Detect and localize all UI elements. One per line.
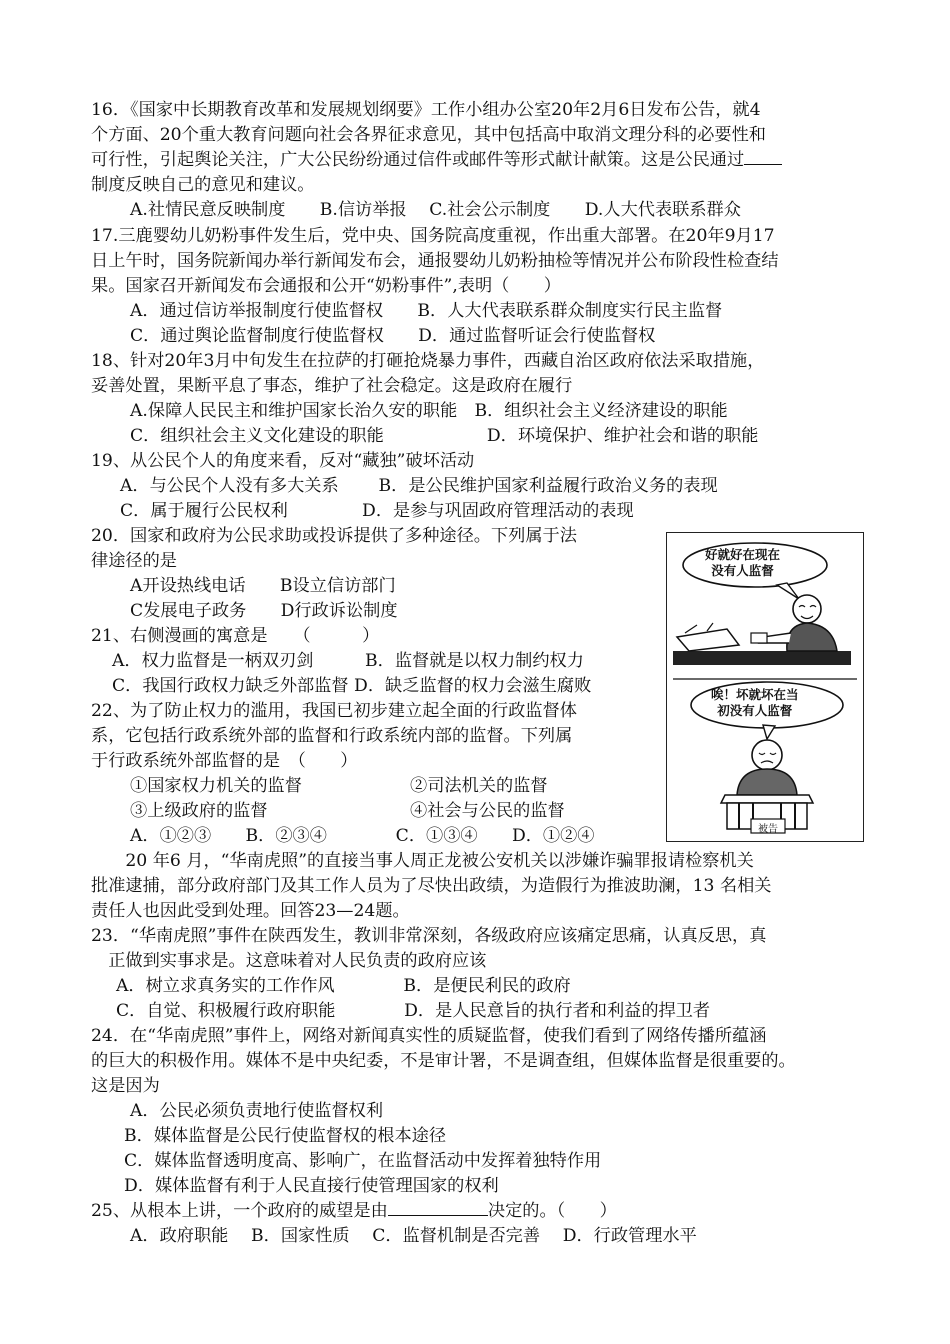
cartoon-bubble-bottom: 唉！坏就坏在当 初没有人监督 xyxy=(711,687,799,718)
q20-line-2: 律途径的是 xyxy=(91,551,177,571)
cartoon-illustration xyxy=(666,532,864,842)
q23-line-1: 23．“华南虎照”事件在陕西发生，教训非常深刻，各级政府应该痛定思痛，认真反思，真 xyxy=(91,926,767,946)
q22-line-2: 系，它包括行政系统外部的监督和行政系统内部的监督。下列属 xyxy=(91,726,573,746)
q23-line-2: 正做到实事求是。这意味着对人民负责的政府应该 xyxy=(91,951,487,971)
q18-line-1: 18、针对20年3月中旬发生在拉萨的打砸抢烧暴力事件，西藏自治区政府依法采取措施， xyxy=(91,351,765,371)
q18-options-1: A.保障人民民主和维护国家长治久安的职能 B．组织社会主义经济建设的职能 xyxy=(130,401,728,421)
passage-line-3: 责任人也因此受到处理。回答23—24题。 xyxy=(91,901,410,921)
q22-item-2: ②司法机关的监督 xyxy=(410,776,548,796)
q24-option-c: C．媒体监督透明度高、影响广，在监督活动中发挥着独特作用 xyxy=(124,1151,602,1171)
passage-line-1: 20 年6 月，“华南虎照”的直接当事人周正龙被公安机关以涉嫌诈骗罪报请检察机关 xyxy=(91,851,754,871)
q20-line-1: 20．国家和政府为公民求助或投诉提供了多种途径。下列属于法 xyxy=(91,526,577,546)
q20-options-1: A开设热线电话 B设立信访部门 xyxy=(130,576,396,596)
q22-item-1: ①国家权力机关的监督 xyxy=(130,776,302,796)
q22-item-4: ④社会与公民的监督 xyxy=(410,801,565,821)
q25-stem: 25、从根本上讲，一个政府的威望是由 决定的。（ ） xyxy=(91,1201,617,1221)
q21-options-2: C．我国行政权力缺乏外部监督 D．缺乏监督的权力会滋生腐败 xyxy=(112,676,592,696)
q24-line-2: 的巨大的积极作用。媒体不是中央纪委，不是审计署，不是调查组，但媒体监督是很重要的。 xyxy=(91,1051,796,1071)
q22-options: A．①②③ B．②③④ C．①③④ D．①②④ xyxy=(130,826,595,846)
q22-line-3: 于行政系统外部监督的是 （ ） xyxy=(91,751,358,771)
q16-line-1: 16．《国家中长期教育改革和发展规划纲要》工作小组办公室20年2月6日发布公告，就4 xyxy=(91,100,761,120)
q23-options-1: A．树立求真务实的工作作风 B．是便民利民的政府 xyxy=(116,976,571,996)
q21-options-1: A．权力监督是一柄双刃剑 B．监督就是以权力制约权力 xyxy=(112,651,584,671)
q22-item-3: ③上级政府的监督 xyxy=(130,801,268,821)
q17-line-3: 果。国家召开新闻发布会通报和公开“奶粉事件”,表明（ ） xyxy=(91,276,561,296)
q19-options-2: C．属于履行公民权利 D．是参与巩固政府管理活动的表现 xyxy=(120,501,634,521)
q16-line-2: 个方面、20个重大教育问题向社会各界征求意见，其中包括高中取消文理分科的必要性和 xyxy=(91,125,766,145)
q22-line-1: 22、为了防止权力的滥用，我国已初步建立起全面的行政监督体 xyxy=(91,701,577,721)
q17-line-1: 17.三鹿婴幼儿奶粉事件发生后，党中央、国务院高度重视，作出重大部署。在20年9月17 xyxy=(91,226,775,246)
answer-blank xyxy=(744,149,782,165)
q17-line-2: 日上午时，国务院新闻办举行新闻发布会，通报婴幼儿奶粉抽检等情况并公布阶段性检查结 xyxy=(91,251,779,271)
q20-options-2: C发展电子政务 D行政诉讼制度 xyxy=(130,601,398,621)
q18-line-2: 妥善处置，果断平息了事态，维护了社会稳定。这是政府在履行 xyxy=(91,376,573,396)
q24-line-1: 24．在“华南虎照”事件上，网络对新闻真实性的质疑监督，使我们看到了网络传播所蕴涵 xyxy=(91,1026,767,1046)
q24-option-d: D．媒体监督有利于人民直接行使管理国家的权利 xyxy=(124,1176,499,1196)
q17-options-2: C．通过舆论监督制度行使监督权 D．通过监督听证会行使监督权 xyxy=(130,326,656,346)
q23-options-2: C．自觉、积极履行政府职能 D．是人民意旨的执行者和利益的捍卫者 xyxy=(116,1001,711,1021)
cartoon-bubble-top: 好就好在现在 没有人监督 xyxy=(705,547,781,578)
q18-options-2: C．组织社会主义文化建设的职能 D．环境保护、维护社会和谐的职能 xyxy=(130,426,759,446)
q24-line-3: 这是因为 xyxy=(91,1076,160,1096)
answer-blank xyxy=(388,1200,488,1216)
q19-options-1: A．与公民个人没有多大关系 B．是公民维护国家利益履行政治义务的表现 xyxy=(120,476,718,496)
q16-line-3: 可行性，引起舆论关注，广大公民纷纷通过信件或邮件等形式献计献策。这是公民通过 xyxy=(91,148,782,172)
cartoon-defendant-sign: 被告 xyxy=(758,824,778,835)
passage-line-2: 批准逮捕，部分政府部门及其工作人员为了尽快出政绩，为造假行为推波助澜，13 名相关 xyxy=(91,876,772,896)
q24-option-b: B．媒体监督是公民行使监督权的根本途径 xyxy=(124,1126,447,1146)
q19-stem: 19、从公民个人的角度来看，反对“藏独”破坏活动 xyxy=(91,451,475,471)
q16-line-4: 制度反映自己的意见和建议。 xyxy=(91,175,315,195)
q25-options: A．政府职能 B．国家性质 C．监督机制是否完善 D．行政管理水平 xyxy=(130,1226,697,1246)
q24-option-a: A．公民必须负责地行使监督权利 xyxy=(130,1101,384,1121)
q17-options-1: A．通过信访举报制度行使监督权 B．人大代表联系群众制度实行民主监督 xyxy=(130,301,723,321)
q16-options: A.社情民意反映制度 B.信访举报 C.社会公示制度 D.人大代表联系群众 xyxy=(130,200,741,220)
q21-stem: 21、右侧漫画的寓意是 （ ） xyxy=(91,626,380,646)
